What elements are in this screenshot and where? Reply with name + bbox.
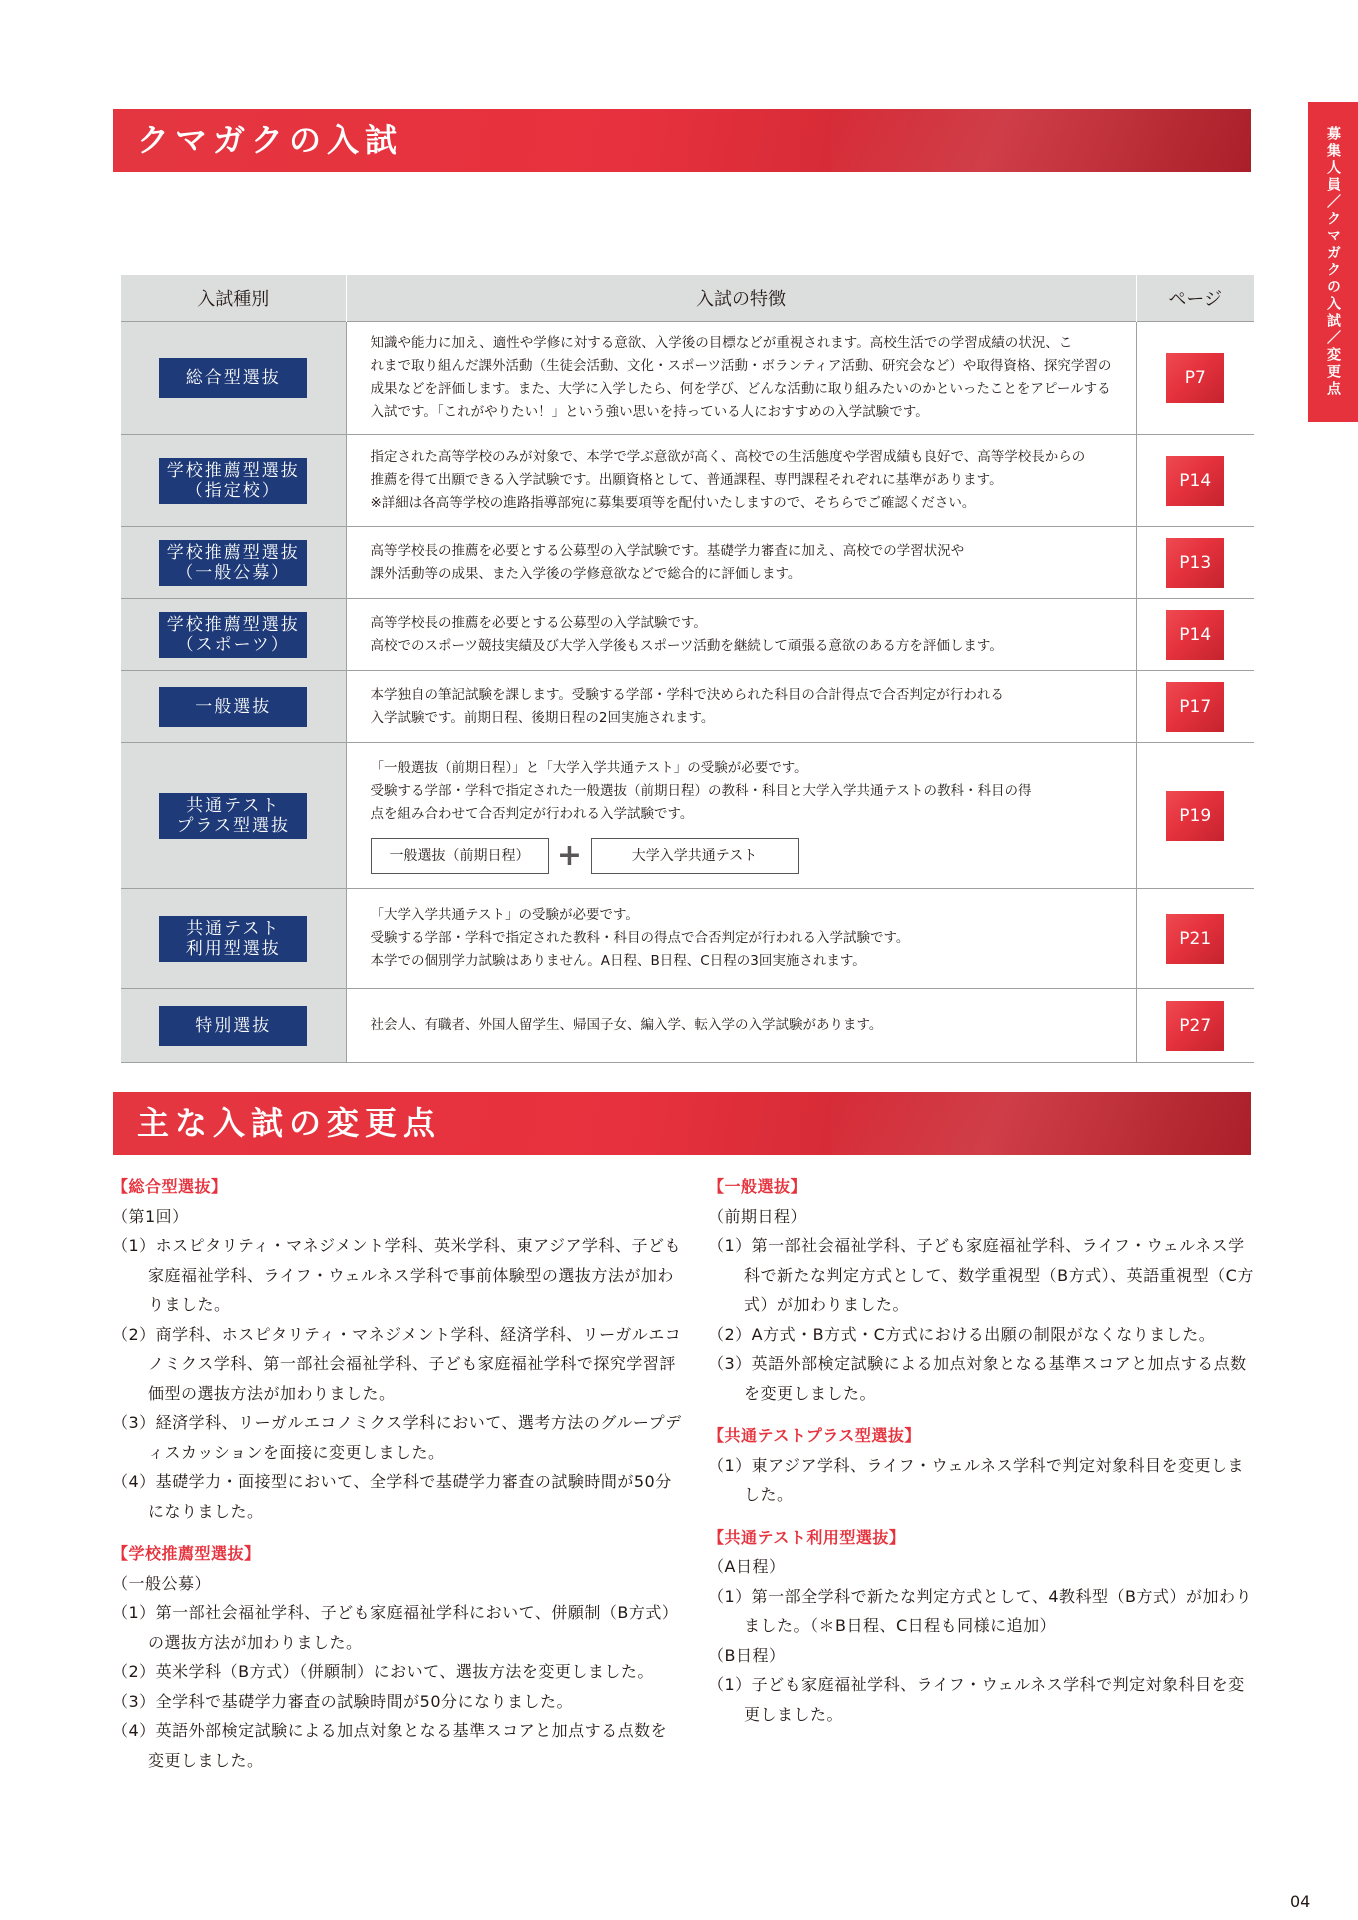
exam-description — [346, 989, 1136, 1063]
list-item: （4）基礎学力・面接型において、全学科で基礎学力審査の試験時間が50分になりました。 — [112, 1472, 672, 1521]
page-cell — [1136, 671, 1254, 743]
exam-type-cell — [121, 435, 346, 527]
change-subheading: （A日程） — [708, 1557, 786, 1576]
combo-common-test: 大学入学共通テスト — [591, 838, 799, 874]
exam-type-cell — [121, 671, 346, 743]
table-row — [121, 599, 1254, 671]
list-item: （3）英語外部検定試験による加点対象となる基準スコアと加点する点数を変更しました。 — [708, 1354, 1247, 1403]
table-row — [121, 322, 1254, 435]
change-subheading: （B日程） — [708, 1645, 786, 1665]
list-item: （3）全学科で基礎学力審査の試験時間が50分になりました。 — [112, 1691, 574, 1711]
description-line: 「一般選抜（前期日程）」と「大学入学共通テスト」の受験が必要です。 — [370, 760, 808, 776]
page-link-button[interactable]: P17 — [1166, 682, 1224, 732]
exam-type-cell — [121, 527, 346, 599]
description-line: ※詳細は各高等学校の進路指導部宛に募集要項等を配付いたしますので、そちらでご確認ください。 — [370, 495, 976, 511]
page-cell — [1136, 527, 1254, 599]
description-line: 本学での個別学力試験はありません。A日程、B日程、C日程の3回実施されます。 — [370, 953, 866, 969]
exam-type-cell — [121, 322, 346, 435]
page-cell — [1136, 989, 1254, 1063]
change-section-heading: 【一般選抜】 — [708, 1177, 808, 1196]
list-item: （1）子ども家庭福祉学科、ライフ・ウェルネス学科で判定対象科目を変更しました。 — [708, 1675, 1245, 1724]
table-row — [121, 527, 1254, 599]
description-line: 高校でのスポーツ競技実績及び大学入学後もスポーツ活動を継続して頑張る意欲のある方を評価します。 — [370, 637, 1003, 654]
page-cell — [1136, 322, 1254, 435]
change-section — [112, 1539, 682, 1775]
change-section-heading: 【総合型選抜】 — [112, 1177, 228, 1196]
description-line: 成果などを評価します。また、大学に入学したら、何を学び、どんな活動に取り組みたいのかといったことをアピールする — [370, 381, 1111, 397]
description-line: れまで取り組んだ課外活動（生徒会活動、文化・スポーツ活動・ボランティア活動、研究会など）や取得資格、探究学習の — [370, 358, 1112, 374]
table-row — [121, 743, 1254, 889]
exam-description — [346, 743, 1136, 889]
header-features: 入試の特徴 — [346, 275, 1136, 322]
exam-combination — [371, 838, 1112, 874]
section-title: クマガクの入試 — [137, 121, 404, 159]
header-page: ページ — [1136, 275, 1254, 322]
exam-description — [346, 671, 1136, 743]
side-tab-label: 募集人員／クマガクの入試／変更点 — [1325, 126, 1341, 398]
description-line: 推薦を得て出願できる入学試験です。出願資格として、普通課程、専門課程それぞれに基準があります。 — [370, 472, 1003, 488]
description-line: 社会人、有職者、外国人留学生、帰国子女、編入学、転入学の入学試験があります。 — [370, 1017, 883, 1033]
description-line: 「大学入学共通テスト」の受験が必要です。 — [370, 907, 639, 923]
page-number: 04 — [1290, 1892, 1311, 1911]
table-row — [121, 435, 1254, 527]
description-line: 入試です。「これがやりたい！」という強い思いを持っている人におすすめの入学試験です。 — [370, 404, 929, 420]
description-line: 知識や能力に加え、適性や学修に対する意欲、入学後の目標などが重視されます。高校生活での学習成績の状況、こ — [370, 335, 1073, 351]
exam-description — [346, 322, 1136, 435]
change-section-heading: 【共通テストプラス型選抜】 — [708, 1426, 921, 1445]
page-link-button[interactable]: P13 — [1166, 538, 1224, 588]
exam-type-label: 共通テスト 利用型選抜 — [159, 916, 307, 962]
changes-right-column — [708, 1172, 1258, 1742]
page-cell — [1136, 599, 1254, 671]
description-line: 受験する学部・学科で指定された一般選抜（前期日程）の教科・科目と大学入学共通テストの教科・科目の得 — [370, 783, 1032, 799]
change-section — [708, 1421, 1258, 1510]
page-cell — [1136, 743, 1254, 889]
exam-type-label: 学校推薦型選抜 （一般公募） — [159, 540, 307, 586]
table-row — [121, 889, 1254, 989]
table-header-row — [121, 275, 1254, 322]
list-item: （2）商学科、ホスピタリティ・マネジメント学科、経済学科、リーガルエコノミクス学科、第一部社会福祉学科、子ども家庭福祉学科で探究学習評価型の選抜方法が加わりました。 — [112, 1324, 682, 1403]
exam-type-cell — [121, 743, 346, 889]
exam-description — [346, 889, 1136, 989]
exam-description — [346, 599, 1136, 671]
exam-type-cell — [121, 889, 346, 989]
change-section-heading: 【学校推薦型選抜】 — [112, 1544, 261, 1563]
page-cell — [1136, 435, 1254, 527]
section-banner-exams — [113, 109, 1251, 172]
exam-types-table — [121, 275, 1254, 1063]
list-item: （1）ホスピタリティ・マネジメント学科、英米学科、東アジア学科、子ども家庭福祉学科、ライフ・ウェルネス学科で事前体験型の選抜方法が加わりました。 — [112, 1236, 681, 1314]
description-line: 本学独自の筆記試験を課します。受験する学部・学科で決められた科目の合計得点で合否判定が行われる — [370, 686, 1004, 703]
list-item: （1）第一部社会福祉学科、子ども家庭福祉学科、ライフ・ウェルネス学科で新たな判定方式として、数学重視型（B方式）、英語重視型（C方式）が加わりました。 — [708, 1236, 1254, 1314]
list-item: （1）第一部全学科で新たな判定方式として、4教科型（B方式）が加わりました。（＊B日程、C日程も同様に追加） — [708, 1586, 1253, 1635]
exam-type-label: 総合型選抜 — [159, 358, 307, 398]
description-line: 高等学校長の推薦を必要とする公募型の入学試験です。 — [370, 614, 707, 631]
description-line: 指定された高等学校のみが対象で、本学で学ぶ意欲が高く、高校での生活態度や学習成績も良好で、高等学校長からの — [370, 449, 1086, 465]
change-subheading: （一般公募） — [112, 1573, 212, 1593]
page-link-button[interactable]: P27 — [1166, 1001, 1224, 1051]
exam-type-label: 特別選抜 — [159, 1006, 307, 1046]
section-banner-changes — [113, 1092, 1251, 1155]
list-item: （1）第一部社会福祉学科、子ども家庭福祉学科において、併願制（B方式）の選抜方法が加わりました。 — [112, 1603, 679, 1652]
page-link-button[interactable]: P14 — [1166, 610, 1224, 660]
page-link-button[interactable]: P19 — [1166, 791, 1224, 841]
page-link-button[interactable]: P7 — [1166, 353, 1224, 403]
exam-description — [346, 435, 1136, 527]
description-line: 課外活動等の成果、また入学後の学修意欲などで総合的に評価します。 — [370, 565, 802, 582]
description-line: 点を組み合わせて合否判定が行われる入学試験です。 — [370, 806, 694, 822]
side-index-tab[interactable] — [1308, 102, 1358, 422]
list-item: （2）A方式・B方式・C方式における出願の制限がなくなりました。 — [708, 1324, 1216, 1344]
list-item: （1）東アジア学科、ライフ・ウェルネス学科で判定対象科目を変更しました。 — [708, 1455, 1244, 1504]
change-section — [708, 1172, 1258, 1408]
table-row — [121, 989, 1254, 1063]
page-link-button[interactable]: P21 — [1166, 914, 1224, 964]
combo-general-exam: 一般選抜（前期日程） — [371, 838, 549, 874]
change-section-heading: 【共通テスト利用型選抜】 — [708, 1527, 906, 1547]
list-item: （2）英米学科（B方式）（併願制）において、選抜方法を変更しました。 — [112, 1662, 654, 1681]
exam-type-cell — [121, 989, 346, 1063]
change-subheading: （第1回） — [112, 1206, 189, 1226]
changes-left-column — [112, 1172, 682, 1788]
list-item: （3）経済学科、リーガルエコノミクス学科において、選考方法のグループディスカッションを面接に変更しました。 — [112, 1413, 682, 1462]
exam-type-label: 学校推薦型選抜 （スポーツ） — [159, 612, 307, 658]
list-item: （4）英語外部検定試験による加点対象となる基準スコアと加点する点数を変更しました。 — [112, 1721, 668, 1770]
exam-type-label: 学校推薦型選抜 （指定校） — [159, 458, 307, 504]
exam-description — [346, 527, 1136, 599]
change-section — [112, 1172, 682, 1526]
description-line: 高等学校長の推薦を必要とする公募型の入学試験です。基礎学力審査に加え、高校での学習状況や — [370, 542, 965, 559]
plus-icon: + — [556, 838, 583, 873]
exam-type-label: 一般選抜 — [159, 687, 307, 727]
exam-type-cell — [121, 599, 346, 671]
section-title: 主な入試の変更点 — [137, 1104, 442, 1142]
exam-type-label: 共通テスト プラス型選抜 — [159, 793, 307, 839]
page-link-button[interactable]: P14 — [1166, 456, 1224, 506]
table-row — [121, 671, 1254, 743]
header-exam-type: 入試種別 — [121, 275, 346, 322]
page-cell — [1136, 889, 1254, 989]
description-line: 受験する学部・学科で指定された教科・科目の得点で合否判定が行われる入学試験です。 — [370, 930, 910, 946]
change-section — [708, 1523, 1258, 1730]
change-subheading: （前期日程） — [708, 1206, 808, 1226]
description-line: 入学試験です。前期日程、後期日程の2回実施されます。 — [370, 709, 715, 726]
